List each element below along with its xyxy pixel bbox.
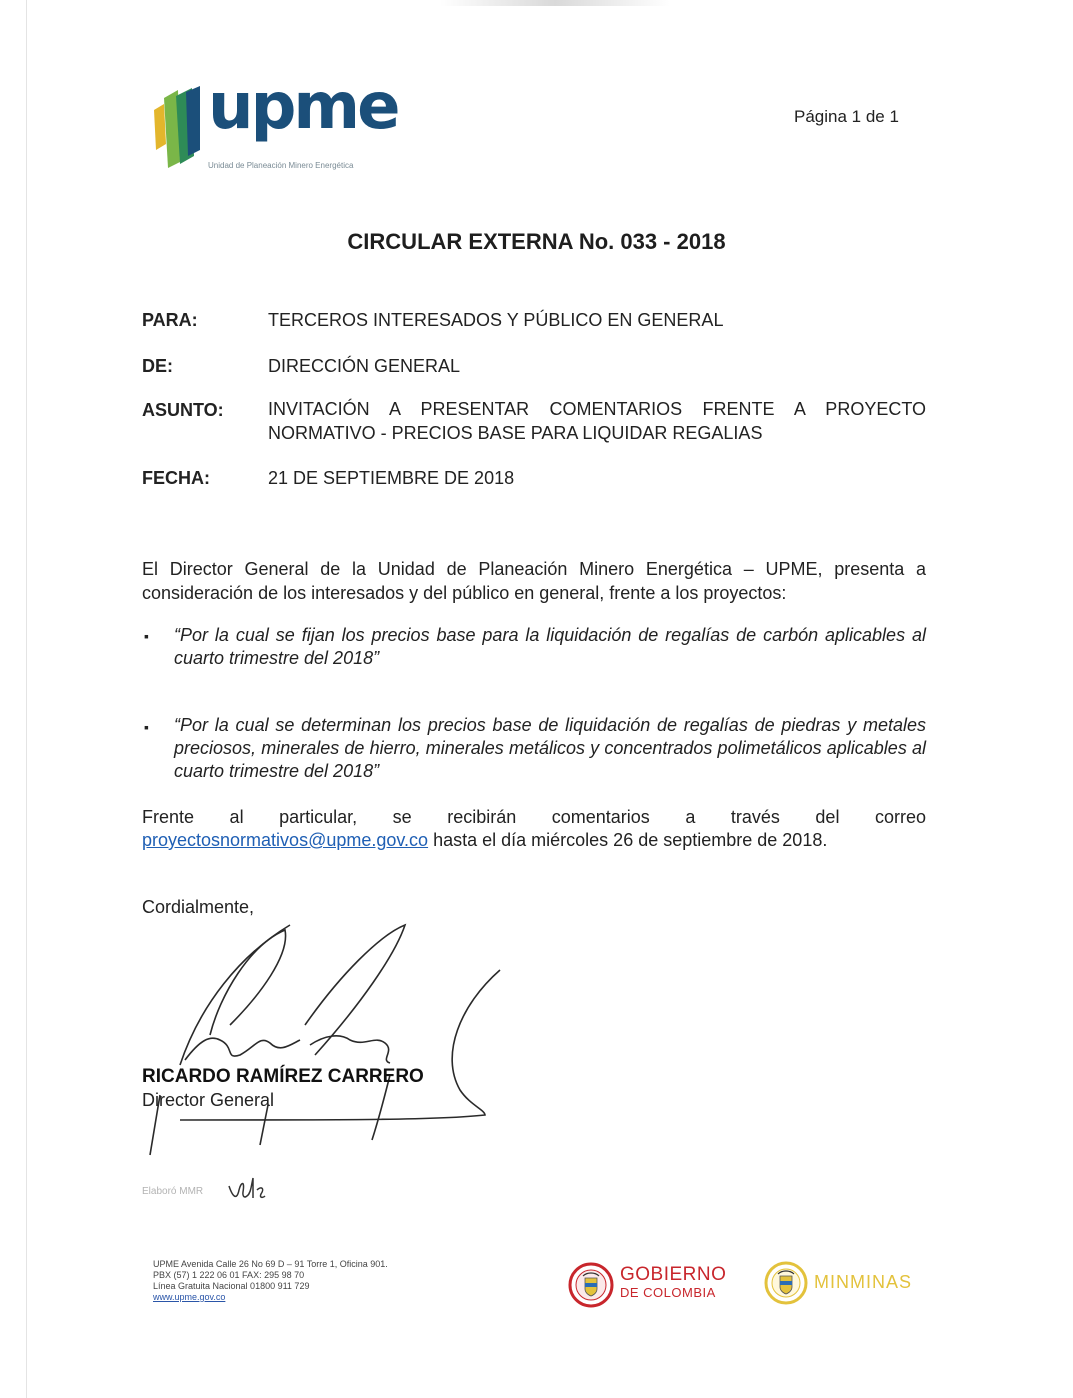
logo-subtitle: Unidad de Planeación Minero Energética (208, 161, 354, 170)
bullet-marker: ▪ (144, 628, 149, 644)
footer-address (153, 1259, 388, 1303)
field-value-fecha: 21 DE SEPTIEMBRE DE 2018 (268, 468, 515, 488)
colombia-coat-of-arms-icon (568, 1262, 614, 1308)
closing-deadline: hasta el día miércoles 26 de septiembre de 2018. (433, 830, 828, 850)
field-value-de: DIRECCIÓN GENERAL (268, 356, 461, 376)
logo-wordmark: upme (208, 70, 398, 144)
bullet-item: “Por la cual se fijan los precios base para la liquidación de regalías de carbón aplicables al cuarto trimestre del 2018” (174, 625, 926, 668)
toll-free-line: Línea Gratuita Nacional 01800 911 729 (153, 1281, 310, 1291)
field-label-asunto: ASUNTO: (142, 400, 224, 420)
minminas-label: MINMINAS (814, 1272, 912, 1292)
bullet-item: “Por la cual se determinan los precios base de liquidación de regalías de piedras y metales preciosos, minerales de hierro, minerales metálicos y concentrados polimetálicos aplicables al cuarto trimestre del 2018” (174, 715, 926, 781)
field-label-fecha: FECHA: (142, 468, 210, 488)
handwritten-initials-icon (227, 1176, 267, 1204)
bullet-marker: ▪ (144, 719, 149, 735)
de-colombia-label: DE COLOMBIA (620, 1285, 716, 1300)
page-edge (26, 0, 27, 1398)
page-indicator: Página 1 de 1 (794, 107, 899, 126)
email-link[interactable]: proyectosnormativos@upme.gov.co (142, 830, 429, 850)
elaboro-note: Elaboró MMR (142, 1186, 204, 1197)
gobierno-label: GOBIERNO (620, 1264, 727, 1285)
signer-role: Director General (142, 1090, 275, 1110)
website-link[interactable]: www.upme.gov.co (153, 1292, 226, 1302)
closing-line-1: Frente al particular, se recibirán comentarios a través del correo (142, 807, 926, 827)
field-label-para: PARA: (142, 310, 198, 330)
closing-line-2 (142, 828, 926, 852)
salutation: Cordialmente, (142, 897, 255, 917)
handwritten-signature-icon (140, 915, 520, 1160)
document-title: CIRCULAR EXTERNA No. 033 - 2018 (347, 229, 726, 254)
address-line: UPME Avenida Calle 26 No 69 D – 91 Torre 1, Oficina 901. (153, 1259, 388, 1269)
minminas-seal-icon (764, 1261, 808, 1305)
field-value-para: TERCEROS INTERESADOS Y PÚBLICO EN GENERAL (268, 310, 724, 330)
phone-line: PBX (57) 1 222 06 01 FAX: 295 98 70 (153, 1270, 305, 1280)
field-label-de: DE: (142, 356, 173, 376)
field-value-asunto: INVITACIÓN A PRESENTAR COMENTARIOS FRENTE A PROYECTO NORMATIVO - PRECIOS BASE PARA LIQUIDAR REGALIAS (268, 399, 926, 443)
signer-name: RICARDO RAMÍREZ CARRERO (142, 1066, 424, 1087)
intro-paragraph: El Director General de la Unidad de Planeación Minero Energética – UPME, presenta a consideración de los interesados y del público en general, frente a los proyectos: (142, 559, 926, 603)
scan-smudge (440, 0, 670, 6)
